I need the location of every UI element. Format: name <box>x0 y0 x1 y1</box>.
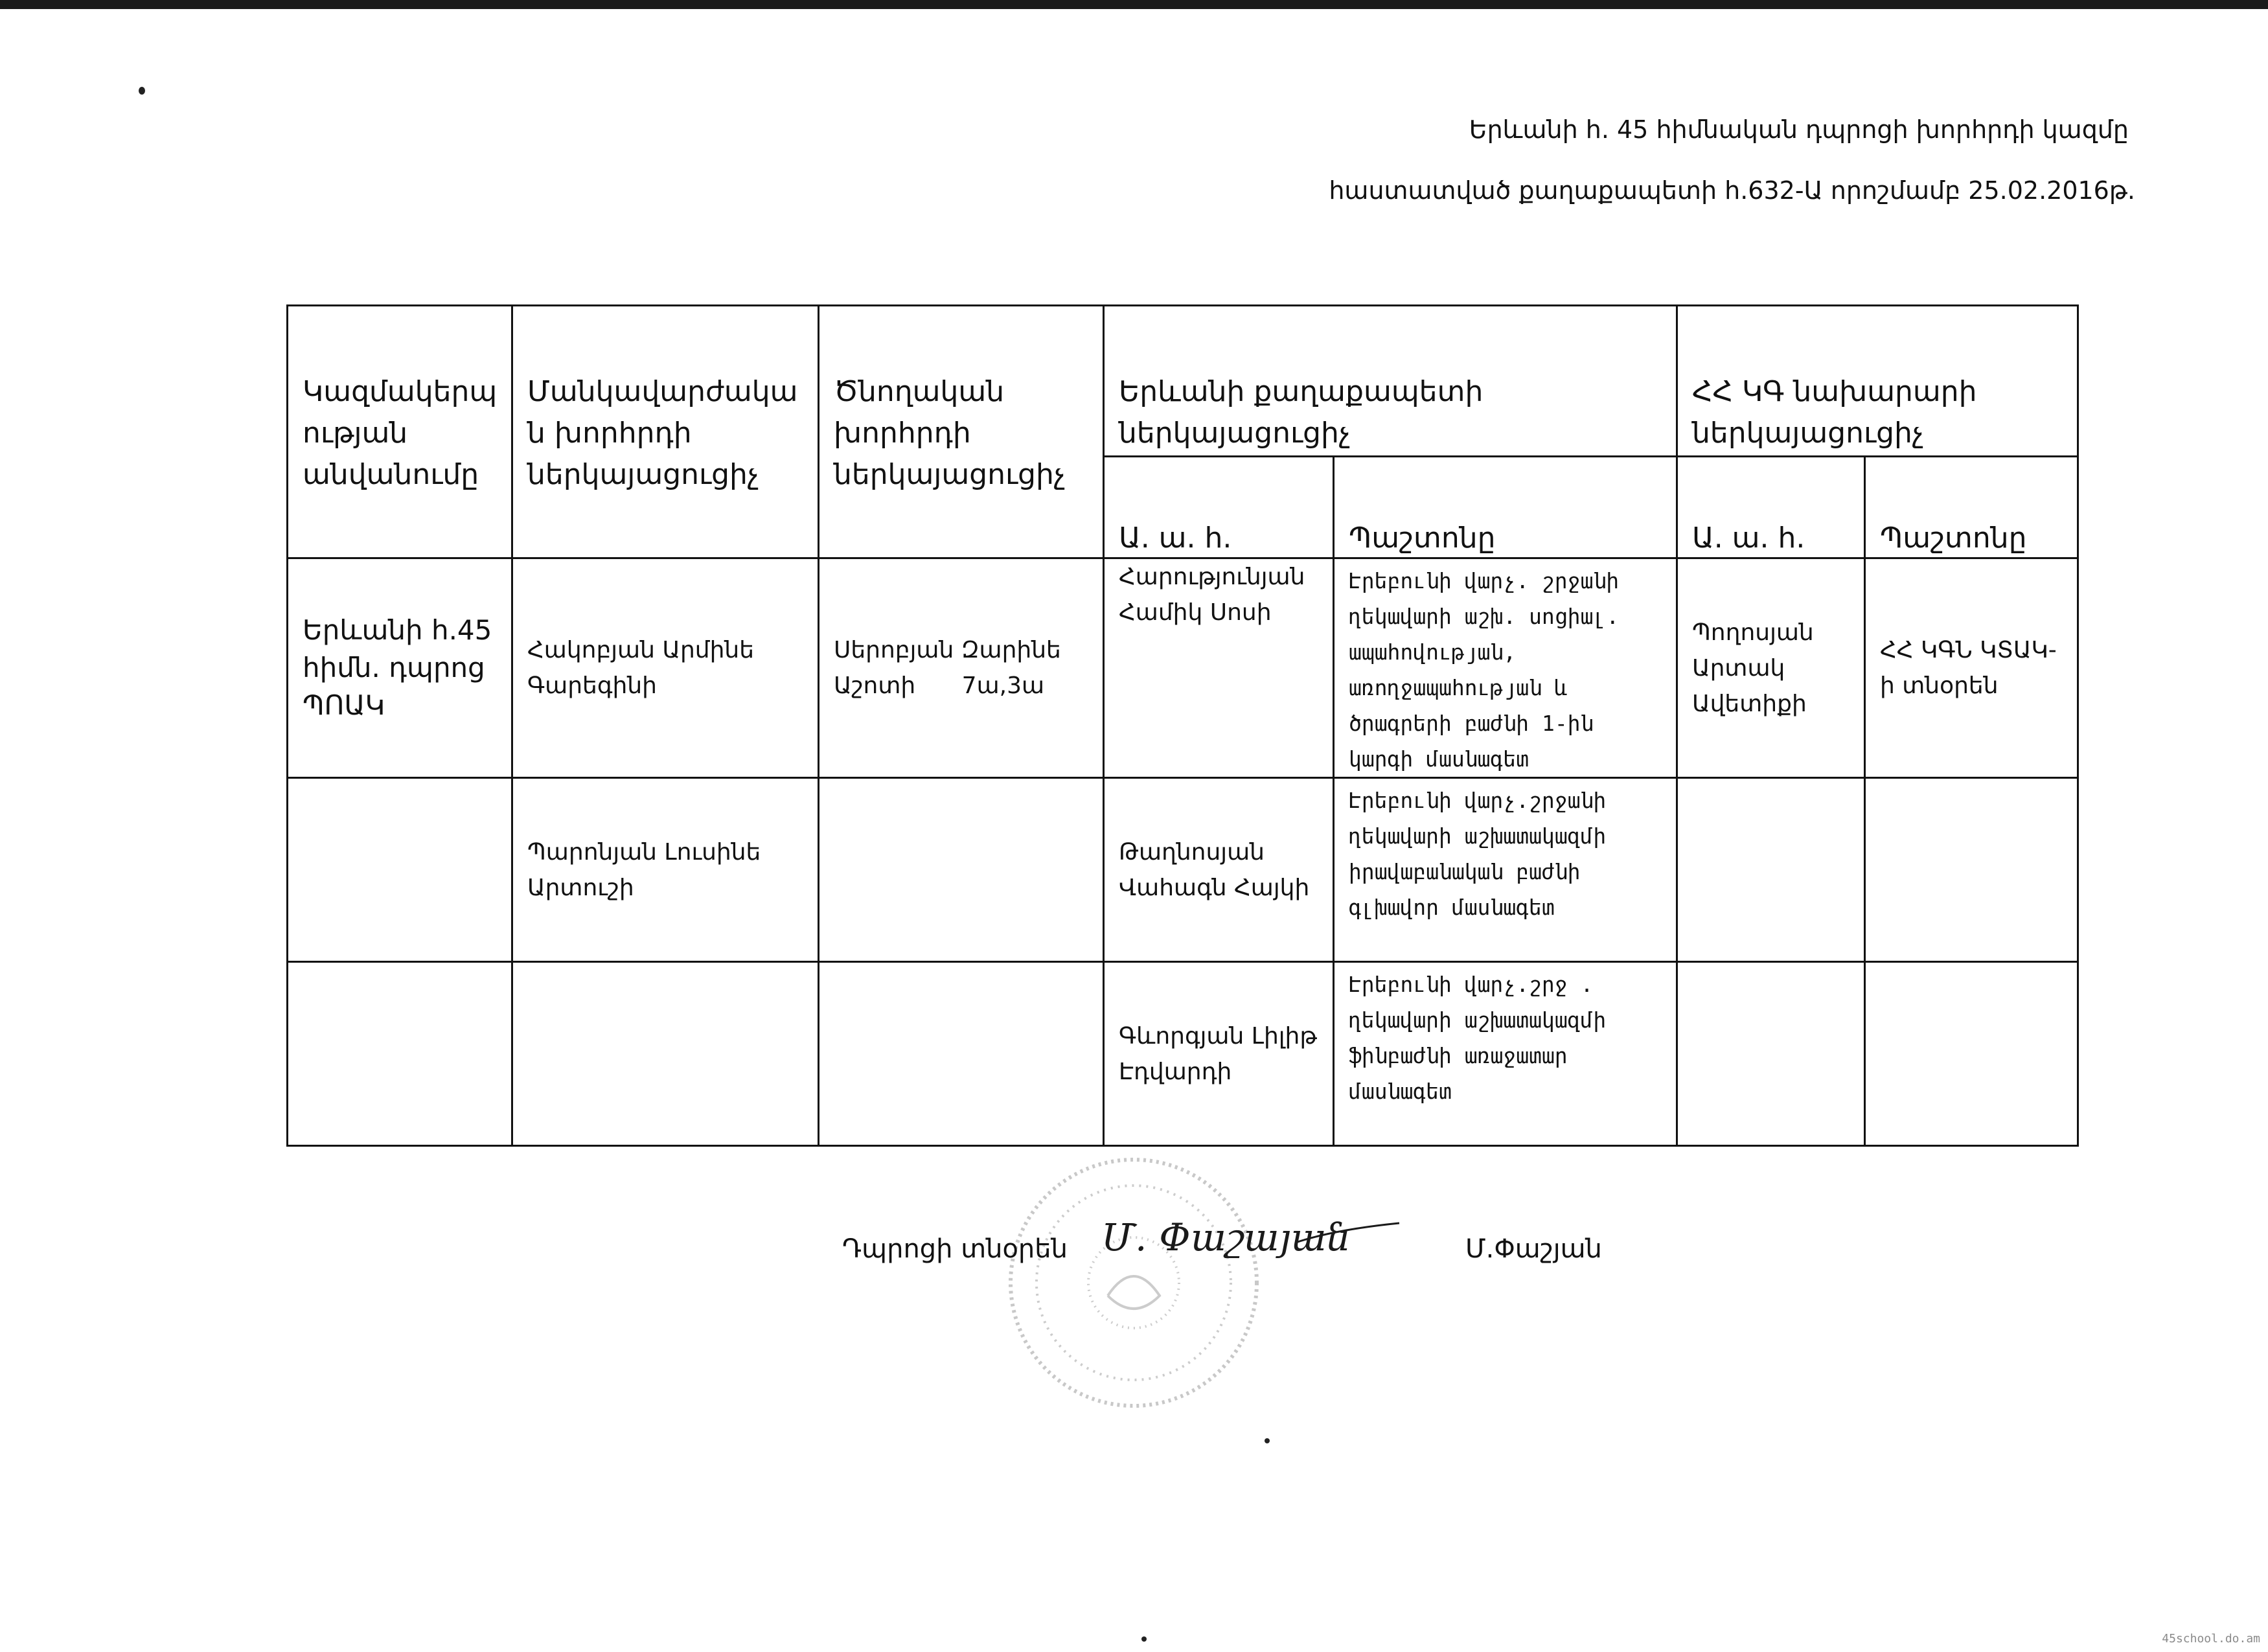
council-composition-table <box>286 304 2079 1147</box>
cell-mayor-position: Էրեբունի վարչ. շրջանի ղեկավարի աշխ. սոցիալ. ապահովության, առողջապահության և ծրագրերի բաժնի 1-ին կարգի մասնագետ <box>1334 558 1677 778</box>
cell-parental <box>819 962 1104 1146</box>
cell-mayor-position: Էրեբունի վարչ.շրջ . ղեկավարի աշխատակազմի ֆինբաժնի առաջատար մասնագետ <box>1334 962 1677 1146</box>
table-row <box>288 962 2078 1146</box>
subheader-mayor-position: Պաշտոնը <box>1334 457 1677 558</box>
school-seal-stamp <box>978 1147 1289 1419</box>
director-name: Մ.Փաշյան <box>1465 1234 1602 1264</box>
document-approval-line: հաստատված քաղաքապետի հ.632-Ա որոշմամբ 25.02.2016թ. <box>1329 176 2135 205</box>
subheader-minister-name: Ա. ա. հ. <box>1677 457 1865 558</box>
cell-org-name <box>288 962 512 1146</box>
document-title: Երևանի հ. 45 հիմնական դպրոցի խորհրդի կազմը <box>1469 115 2129 144</box>
scan-top-edge <box>0 0 2268 9</box>
cell-org-name <box>288 778 512 962</box>
cell-org-name: Երևանի հ.45 հիմն. դպրոց ՊՈԱԿ <box>288 558 512 778</box>
cell-pedagogical: Պարոնյան Լուսինե Արտուշի <box>512 778 819 962</box>
col-header-pedagogical: Մանկավարժակա ն խորհրդի ներկայացուցիչ <box>512 306 819 558</box>
handwritten-signature <box>1101 1205 1412 1276</box>
cell-minister-name: Պողոսյան Արտակ Ավետիքի <box>1677 558 1865 778</box>
cell-pedagogical: Հակոբյան Արմինե Գարեգինի <box>512 558 819 778</box>
cell-minister-position <box>1865 778 2078 962</box>
scan-speck <box>139 87 145 95</box>
cell-minister-position <box>1865 962 2078 1146</box>
scan-speck <box>1141 1636 1147 1642</box>
signature-block <box>842 1234 1068 1264</box>
site-watermark: 45school.do.am <box>2162 1632 2260 1646</box>
cell-minister-position: ՀՀ ԿԳՆ ԿՏԱԿ-ի տնօրեն <box>1865 558 2078 778</box>
cell-mayor-position: Էրեբունի վարչ.շրջանի ղեկավարի աշխատակազմի իրավաբանական բաժնի գլխավոր մասնագետ <box>1334 778 1677 962</box>
cell-parental <box>819 558 1104 778</box>
cell-mayor-name: Գևորգյան Լիլիթ Էդվարդի <box>1104 962 1334 1146</box>
table-row <box>288 558 2078 778</box>
cell-parental <box>819 778 1104 962</box>
table-row <box>288 778 2078 962</box>
cell-minister-name <box>1677 962 1865 1146</box>
col-header-mayor-group: Երևանի քաղաքապետի ներկայացուցիչ <box>1104 306 1677 457</box>
cell-parental-note: 7ա,3ա <box>961 672 1045 699</box>
table-header-row <box>288 306 2078 457</box>
col-header-minister-group: ՀՀ ԿԳ նախարարի ներկայացուցիչ <box>1677 306 2078 457</box>
scan-speck <box>1265 1438 1270 1443</box>
signature-label: Դպրոցի տնօրեն <box>842 1234 1068 1264</box>
subheader-minister-position: Պաշտոնը <box>1865 457 2078 558</box>
cell-pedagogical <box>512 962 819 1146</box>
cell-minister-name <box>1677 778 1865 962</box>
cell-mayor-name: Հարությունյան Համիկ Սոսի <box>1104 558 1334 778</box>
cell-mayor-name: Թաղնոսյան Վահագն Հայկի <box>1104 778 1334 962</box>
col-header-parental: Ծնողական խորհրդի ներկայացուցիչ <box>819 306 1104 558</box>
col-header-org-name: Կազմակերպ ության անվանումը <box>288 306 512 558</box>
signature-script: Մ. Փաշայան <box>1101 1215 1351 1259</box>
subheader-mayor-name: Ա. ա. հ. <box>1104 457 1334 558</box>
cell-parental-name: Սերոբյան Զարինե Աշոտի <box>834 637 1061 699</box>
